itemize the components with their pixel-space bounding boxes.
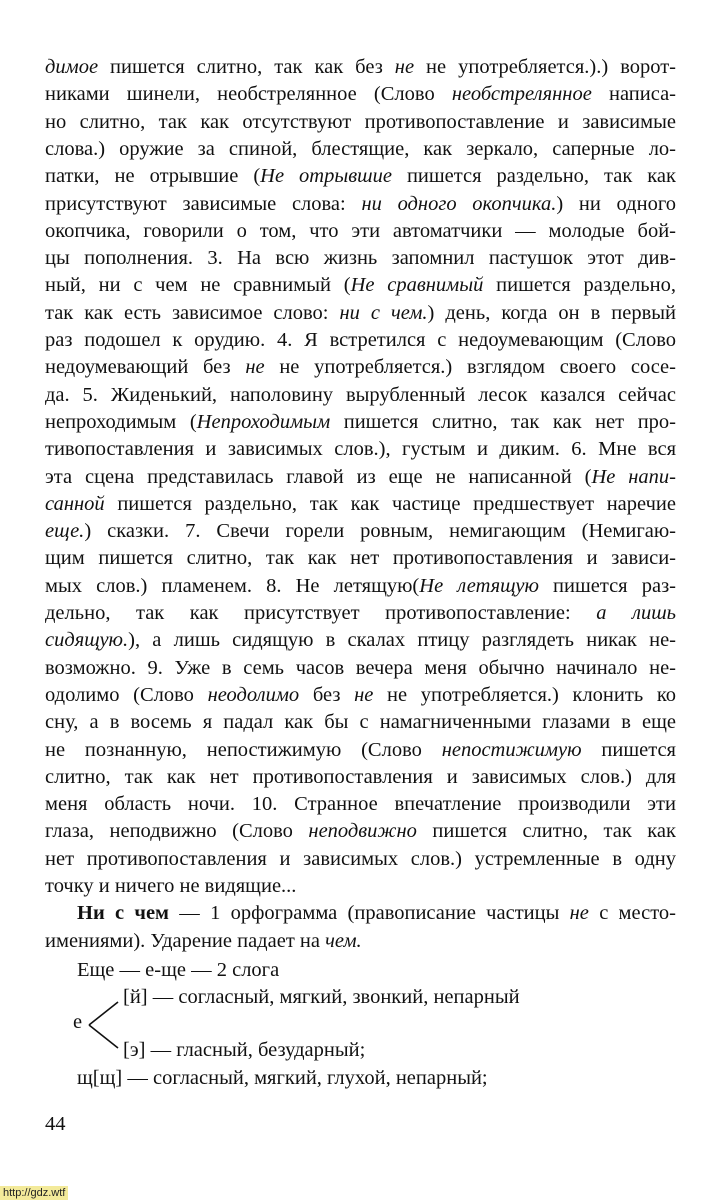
italic-text: ни одного окопчика. [361,192,557,215]
text-line [45,465,676,489]
text-line [45,601,676,625]
italic-text: Не отрывшие [260,165,392,188]
text-segment: точку и ничего не видящие... [45,875,297,897]
text-segment: ) ни одного [556,192,676,215]
text-segment: да. 5. Жиденький, наполовину вырубленный лесок казался сейчас [45,383,676,406]
italic-text: не [245,356,265,379]
text-segment: эта сцена представилась главой из еще не написанной ( [45,465,592,488]
text-segment: пишется раз- [538,574,677,597]
italic-text: непостижимую [441,738,582,761]
text-segment: нет противопоставления и зависимых слов.) устремленные в одну [45,847,676,870]
sound-e-line: [э] — гласный, безударный; [123,1039,366,1061]
text-segment: — 1 орфограмма (правописание частицы [169,902,570,924]
italic-text: ни с чем. [339,301,428,324]
text-segment: возможно. 9. Уже в семь часов вечера меня обычно начинало не- [45,656,676,679]
text-segment: пишется слитно, так как [416,820,676,843]
text-segment: патки, не отрывшие ( [45,165,261,188]
text-line [45,738,676,762]
italic-text: не [394,56,415,78]
text-line [45,164,676,188]
text-segment: цы пополнения. 3. На всю жизнь запомнил пастушок этот див- [45,247,676,270]
text-segment: имениями). Ударение падает на [45,929,326,952]
text-segment: ) день, когда он в первый [427,301,676,324]
text-line [45,219,676,243]
text-line [45,710,676,734]
text-line [45,546,676,570]
text-line [45,383,676,407]
text-segment: сну, а в восемь я падал как бы с намагниченными глазами в еще [45,711,676,734]
text-line [45,246,676,270]
italic-text: не [569,902,589,924]
italic-text: Не напи- [591,465,676,488]
text-segment: недоумевающий без [45,356,246,379]
text-line [45,137,676,161]
text-line [77,901,676,925]
text-line [45,82,676,106]
text-segment: окопчика, говорили о том, что эти автоматчики — молодые бой- [45,219,676,242]
sound-y-line: [й] — согласный, мягкий, звонкий, непарный [123,986,520,1008]
text-line [45,328,676,352]
text-segment: не употребляется.) взглядом своего сосе- [264,356,676,379]
italic-text: необстрелянное [451,83,592,106]
text-segment: не употребляется.) клонить ко [373,683,676,706]
text-segment: пишется [581,738,676,761]
italic-text: Непроходимым [196,410,331,433]
text-line [45,792,676,816]
text-segment: пишется раздельно, так как [391,165,676,188]
text-segment: одолимо (Слово [45,683,208,706]
text-segment: щим пишется слитно, так как нет противопоставления и зависи- [45,547,676,570]
text-segment: ный, ни с чем не сравнимый ( [45,274,351,297]
text-segment: Ни с чем [77,902,170,924]
italic-text: неподвижно [308,820,417,843]
italic-text: санной [45,492,105,515]
text-segment: слитно, так как нет противопоставления и зависимых слов.) для [45,765,676,788]
italic-text: сидящую. [45,629,129,652]
text-line [45,301,676,325]
text-segment: так как есть зависимое слово: [45,301,340,324]
text-segment: ), а лишь сидящую в скалах птицу разглядеть никак не- [128,629,676,652]
text-line [45,355,676,379]
text-line [45,656,676,680]
text-line [45,819,676,843]
text-segment: пишется слитно, так как без [98,56,395,78]
text-line [45,273,676,297]
text-segment: без [299,683,355,706]
text-segment: дельно, так как присутствует противопоставление: [45,602,597,624]
text-segment: не познанную, непостижимую (Слово [45,738,442,761]
text-segment: меня область ночи. 10. Странное впечатление производили эти [45,793,676,816]
text-line [45,437,676,461]
text-segment: присутствуют зависимые слова: [45,192,362,215]
text-segment: не употребляется.).) ворот- [414,56,676,78]
text-line [45,110,676,134]
text-segment: непроходимым ( [45,410,197,433]
italic-text: димое [45,56,99,78]
branch-diagram-icon [86,1000,126,1052]
italic-text: неодолимо [207,683,300,706]
italic-text: а лишь [596,602,677,624]
text-segment: но слитно, так как отсутствуют противопоставление и зависимые [45,110,676,133]
italic-text: Не летящую [419,574,539,597]
text-segment: пишется раздельно, [483,274,677,297]
text-segment: ) сказки. 7. Свечи горели ровным, немигающим (Немигаю- [84,520,676,543]
text-line [45,874,676,898]
phonetic-letter: е [73,1011,83,1033]
text-line [45,492,676,516]
page-number: 44 [45,1113,66,1135]
italic-text: чем. [325,929,362,952]
text-line [45,410,676,434]
text-segment: тивопоставления и зависимых слов.), густым и диким. 6. Мне вся [45,438,676,461]
text-line [45,765,676,789]
text-segment: с место- [588,902,677,924]
text-line [45,55,676,79]
text-segment: глаза, неподвижно (Слово [45,820,309,843]
text-line [45,628,676,652]
text-line [45,683,676,707]
text-segment: слова.) оружие за спиной, блестящие, как зеркало, саперные ло- [45,137,676,160]
italic-text: не [354,683,374,706]
syllables-line: Еще — е-ще — 2 слога [77,959,280,981]
text-line [45,192,676,216]
text-line [45,519,676,543]
text-segment: написа- [591,83,676,106]
watermark-link[interactable]: http://gdz.wtf [0,1186,68,1200]
text-segment: пишется раздельно, так как частице предшествует наречие [104,492,676,515]
text-line [45,847,676,871]
sound-shch-line: щ[щ] — согласный, мягкий, глухой, непарный; [77,1067,488,1089]
text-segment: мых слов.) пламенем. 8. Не летящую( [45,574,420,597]
text-segment: раз подошел к орудию. 4. Я встретился с недоумевающим (Слово [45,329,676,351]
text-line [45,574,676,598]
text-line [45,929,676,953]
italic-text: еще. [45,520,85,543]
italic-text: Не сравнимый [350,274,484,297]
text-segment: пишется слитно, так как нет про- [330,410,676,433]
text-segment: никами шинели, необстрелянное (Слово [45,83,452,106]
